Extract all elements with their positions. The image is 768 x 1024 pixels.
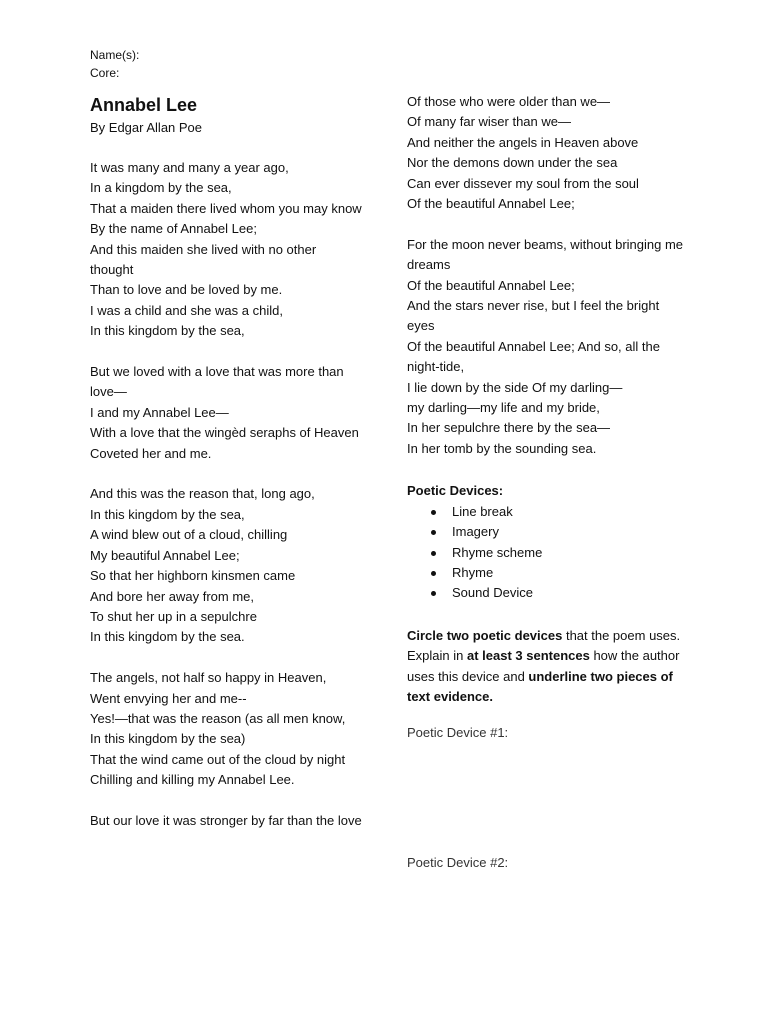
stanza-6: For the moon never beams, without bringing me dreams Of the beautiful Annabel Lee; And the stars never rise, but I feel the bright eyes Of the beautiful Annabel Lee; And so, all the night-tide, I lie down by the side Of my darling— my darling—my life and my bride, In her sepulchre there by the sea— In her tomb by the sounding sea. bbox=[407, 236, 684, 456]
poetic-device-1-prompt: Poetic Device #1: bbox=[407, 725, 509, 741]
instruction-bold-3: at least 3 sentences bbox=[466, 648, 590, 664]
names-label: Name(s): bbox=[90, 48, 140, 62]
assignment-instructions bbox=[407, 626, 687, 708]
device-item-sound-device: Sound Device bbox=[425, 583, 687, 603]
instruction-bold-5: underline two pieces of text evidence. bbox=[407, 668, 673, 704]
stanza-5-start: But our love it was stronger by far than the love bbox=[90, 812, 362, 828]
poetic-devices-list bbox=[407, 502, 687, 604]
stanza-1: It was many and many a year ago, In a kingdom by the sea, That a maiden there lived whom you may know By the name of Annabel Lee; And this maiden she lived with no other thought Than to love and be loved by me. I was a child and she was a child, In this kingdom by the sea, bbox=[90, 160, 362, 339]
device-item-rhyme-scheme: Rhyme scheme bbox=[425, 543, 687, 563]
student-info-header bbox=[90, 46, 139, 82]
right-column bbox=[407, 92, 687, 873]
core-label: Core: bbox=[90, 66, 120, 80]
poetic-devices-heading: Poetic Devices: bbox=[407, 483, 504, 499]
device-item-imagery: Imagery bbox=[425, 522, 687, 542]
stanza-4: The angels, not half so happy in Heaven, Went envying her and me-- Yes!—that was the reason (as all men know, In this kingdom by the sea) That the wind came out of the cloud by night Chilling and killing my Annabel Lee. bbox=[90, 670, 346, 788]
instruction-bold-1: Circle two poetic devices bbox=[407, 627, 563, 643]
stanza-5-continued: Of those who were older than we— Of many far wiser than we— And neither the angels in Heaven above Nor the demons down under the sea Can ever dissever my soul from the soul Of the beautiful Annabel Lee; bbox=[407, 94, 639, 212]
poem-byline: By Edgar Allan Poe bbox=[90, 120, 203, 135]
device-item-rhyme: Rhyme bbox=[425, 563, 687, 583]
device-item-line-break: Line break bbox=[425, 502, 687, 522]
poem-title: Annabel Lee bbox=[90, 95, 198, 115]
instruction-text-4: how the author uses this device and bbox=[407, 648, 680, 684]
stanza-3: And this was the reason that, long ago, In this kingdom by the sea, A wind blew out of a cloud, chilling My beautiful Annabel Lee; So that her highborn kinsmen came And bore her away from me, To shut her up in a sepulchre In this kingdom by the sea. bbox=[90, 486, 315, 645]
instruction-text-2: that the poem uses. Explain in bbox=[407, 627, 681, 664]
stanza-2: But we loved with a love that was more than love— I and my Annabel Lee— With a love that the wingèd seraphs of Heaven Coveted her and me. bbox=[90, 364, 359, 461]
left-column bbox=[90, 92, 362, 831]
poetic-device-2-prompt: Poetic Device #2: bbox=[407, 855, 509, 871]
